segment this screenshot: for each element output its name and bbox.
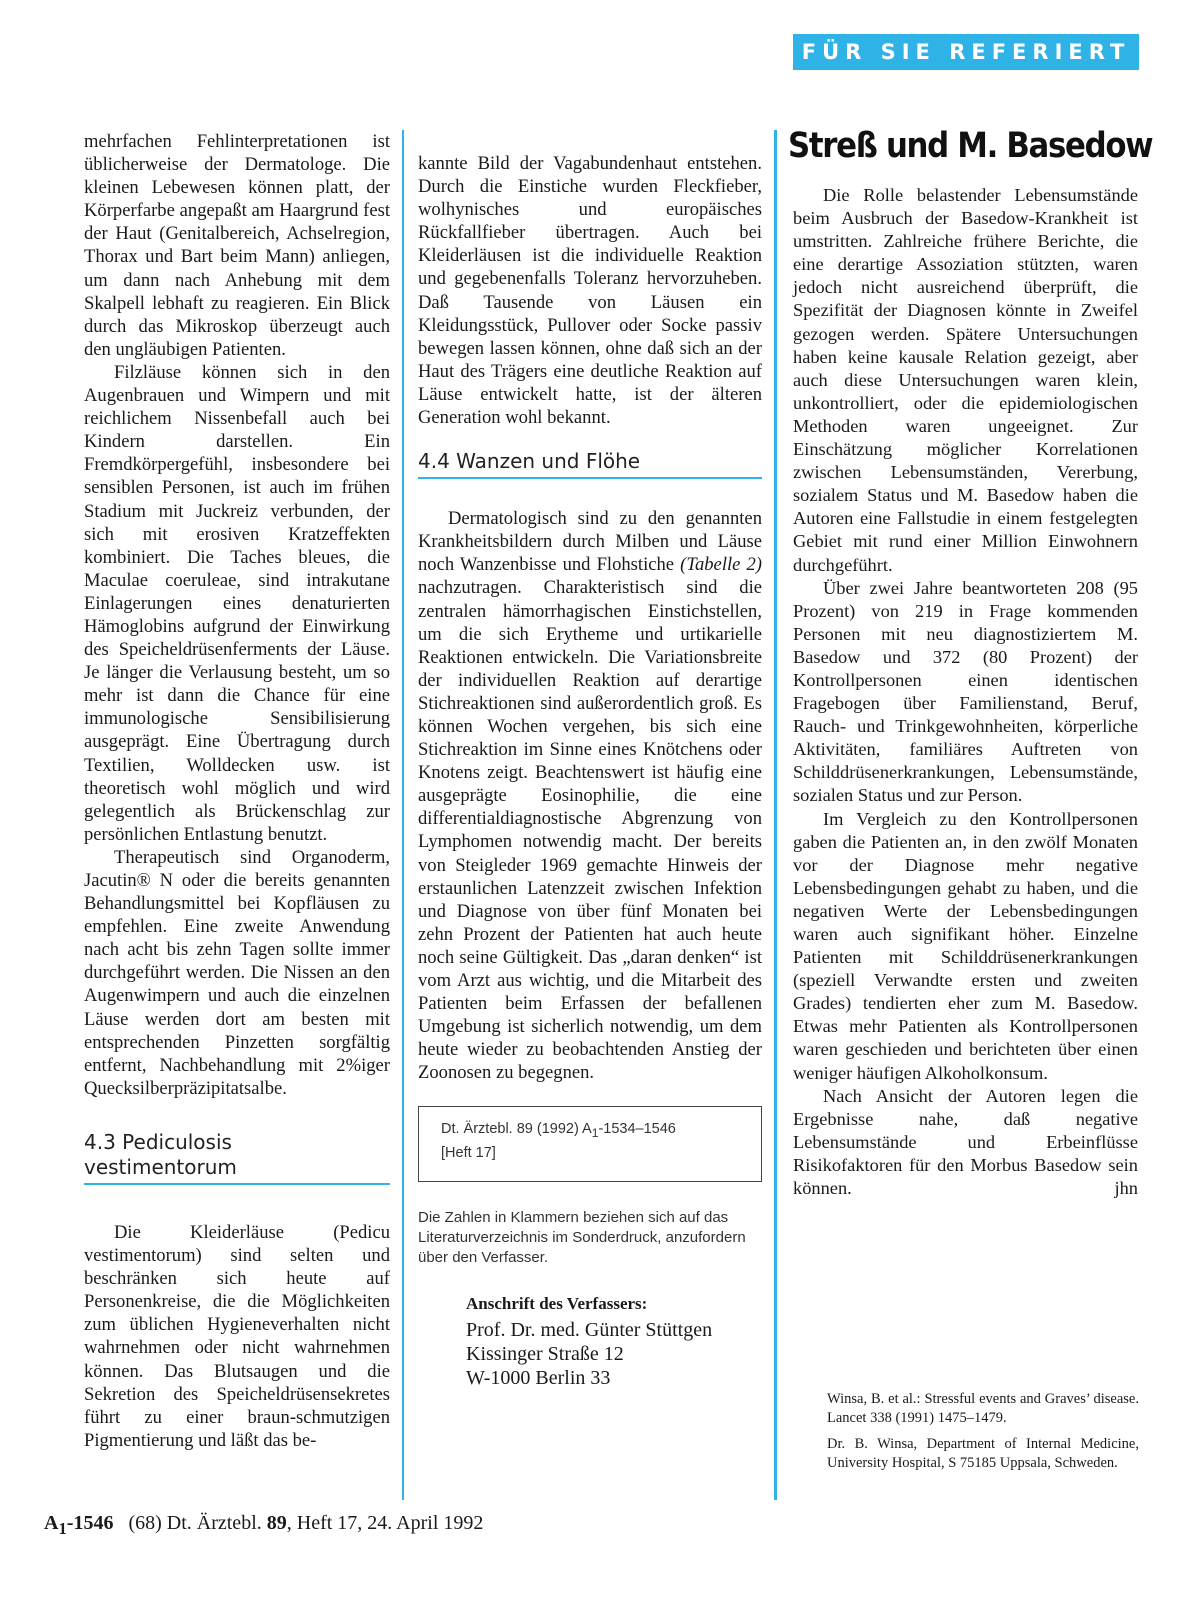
paragraph: kannte Bild der Vagabundenhaut entstehen. Durch die Einstiche wurden Fleckfieber, wolhynisches und europäisches Rückfallfieber übertragen. Auch bei Kleiderläusen ist die individuelle Reaktion und gegebenenfalls Toleranz hervorzuheben. Daß Tausende von Läusen ein Kleidungsstück, Pullover oder Socke passiv bewegen lassen können, ohne daß sich an der Haut des Trägers eine deutliche Reaktion auf Läuse entwickelt hatte, ist der älteren Generation wohl bekannt.	[418, 153, 762, 429]
article-title: Streß und M. Basedow	[788, 126, 1153, 166]
author-address	[466, 1318, 762, 1390]
page-digits: -1546	[66, 1512, 114, 1534]
page-prefix: A	[44, 1512, 59, 1534]
paragraph: Die Kleiderläuse (Pedicu vestimentorum) sind selten und beschränken sich heute auf Personenkreise, die die Möglichkeiten zum üblichen Hygieneverhalten nicht wahrnehmen oder nicht wahrnehmen können. Das Blutsaugen und die Sekretion des Speicheldrüsensekretes führt zu einer braun-schmutzigen Pigmentierung und läßt das be-	[84, 1221, 390, 1451]
paragraph: Über zwei Jahre beantworteten 208 (95 Prozent) von 219 in Frage kommenden Personen mit neu diagnostiziertem M. Basedow und 372 (80 Prozent) der Kontrollpersonen einen identischen Fragebogen über Familienstand, Beruf, Rauch- und Trinkgewohnheiten, körperliche Aktivitäten, familiäres Auftreten von Schilddrüsenerkrankungen, Lebensumstände, sozialen Status und zur Person.	[793, 577, 1138, 806]
address-line: Kissinger Straße 12	[466, 1343, 624, 1366]
section-heading-4-4: 4.4 Wanzen und Flöhe	[418, 449, 762, 479]
paragraph: Im Vergleich zu den Kontrollpersonen gaben die Patienten an, in den zwölf Monaten vor der Diagnose mehr negative Lebensbedingungen gehabt zu haben, und die negativen Werte der Lebensbedingungen waren auch signifikant höher. Einzelne Patienten mit Schilddrüsenerkrankungen (speziell Verwandte ersten und zweiten Grades) tendierten eher zum M. Basedow. Etwas mehr Patienten als Kontrollpersonen waren geschieden und berichteten über einen weniger häufigen Alkoholkonsum.	[793, 808, 1138, 1083]
address-line: W-1000 Berlin 33	[466, 1367, 611, 1390]
citation-subscript: 1	[591, 1126, 599, 1141]
text-run: nachzutragen. Charakteristisch sind die zentralen hämorrhagischen Einstichstellen, um die sich Erytheme und urtikarielle Reaktionen entwickeln. Die Variationsbreite der individuellen Reaktion auf derartige Stichreaktionen sind außerordentlich groß. Es können Wochen vergehen, bis sich eine Stichreaktion im Sinne eines Knötchens oder Knotens zeigt. Beachtenswert ist häufig eine ausgeprägte Eosinophilie, die eine differentialdiagnostische Abgrenzung von Lymphomen notwendig macht. Der bereits von Steigleder 1969 gemachte Hinweis der erstaunlichen Latenzzeit zwischen Infektion und Diagnose von über fünf Monaten bei zehn Prozent der Patienten hat auch heute noch seine Gültigkeit. Das „daran denken“ ist vom Arzt aus wichtig, und die Mitarbeit des Patienten beim Erfassen der befallenen Umgebung ist sicherlich notwendig, um dem heute wieder zu beobachtenden Anstieg der Zoonosen zu begegnen.	[418, 577, 762, 1084]
references	[827, 1390, 1139, 1480]
citation-text: Dt. Ärztebl. 89 (1992) A	[441, 1121, 592, 1138]
address-heading: Anschrift des Verfassers:	[466, 1294, 648, 1314]
page-subscript: 1	[58, 1519, 67, 1538]
table-reference: (Tabelle 2)	[680, 554, 762, 576]
reference-item: Dr. B. Winsa, Department of Internal Medicine, University Hospital, S 75185 Uppsala, Schweden.	[827, 1436, 1139, 1471]
reference-note: Die Zahlen in Klammern beziehen sich auf das Literaturverzeichnis im Sonderdruck, anzufordern über den Verfasser.	[418, 1209, 746, 1267]
paragraph: Therapeutisch sind Organoderm, Jacutin® N oder die bereits genannten Behandlungsmittel bei Kopfläusen zu empfehlen. Eine zweite Anwendung nach acht bis zehn Tagen sollte immer durchgeführt werden. Die Nissen an den Augenwimpern und auch die einzelnen Läuse werden dort am besten mit entsprechenden Pinzetten sorgfältig entfernt, Nachbehandlung mit 2%iger Quecksilberpräzipitatsalbe.	[84, 846, 390, 1099]
page-number	[44, 1512, 114, 1538]
citation-issue: [Heft 17]	[441, 1145, 496, 1162]
column-1	[84, 130, 390, 1452]
citation-line	[441, 1119, 745, 1143]
citation-pages: -1534–1546	[598, 1121, 676, 1138]
reference-item: Winsa, B. et al.: Stressful events and Graves’ disease. Lancet 338 (1991) 1475–1479.	[827, 1391, 1139, 1426]
paragraph: Filzläuse können sich in den Augenbrauen und Wimpern und mit reichlichem Nissenbefall auch bei Kindern darstellen. Ein Fremdkörpergefühl, insbesondere bei sensiblen Personen, ist auch im frühen Stadium mit Juckreiz verbunden, der sich mit erosiven Kratzeffekten kombiniert. Die Taches bleues, die Maculae coeruleae, sind intrakutane Einlagerungen eines denaturierten Hämoglobins aufgrund der Einwirkung des Speicheldrüsenferments der Läuse. Je länger die Verlausung besteht, um so mehr ist dann die Chance für eine immunologische Sensibilisierung ausgeprägt. Eine Übertragung durch Textilien, Wolldecken usw. ist theoretisch wohl möglich und wird gelegentlich als Brückenschlag zur persönlichen Entlastung benutzt.	[84, 361, 390, 845]
paragraph	[418, 507, 762, 1084]
journal-issue: , Heft 17, 24. April 1992	[286, 1512, 484, 1534]
author-signature: jhn	[1114, 1178, 1138, 1199]
paragraph: mehrfachen Fehlinterpretationen ist üblicherweise der Dermatologe. Die kleinen Lebewesen können platt, der Körperfarbe angepaßt am Haargrund fest der Haut (Genitalbereich, Achselregion, Thorax und Bart beim Mann) anliegen, um dann nach Anhebung mit dem Skalpell lebhaft zu reagieren. Ein Blick durch das Mikroskop überzeugt auch den ungläubigen Patienten.	[84, 131, 390, 360]
journal-info: (68) Dt. Ärztebl.	[128, 1512, 267, 1534]
text-run: Dermatologisch sind zu den genannten Krankheitsbildern durch Milben und Läuse noch Wanzenbisse und Flohstiche	[418, 508, 762, 576]
column-separator-left	[402, 130, 404, 1500]
text-run: Nach Ansicht der Autoren legen die Ergebnisse nahe, daß negative Lebensumstände und Erbeinflüsse Risikofaktoren für den Morbus Basedow sein können.	[793, 1085, 1138, 1199]
paragraph: Die Rolle belastender Lebensumstände beim Ausbruch der Basedow-Krankheit ist umstritten. Zahlreiche frühere Berichte, die eine derartige Assoziation stützten, waren jedoch nicht ausreichend überprüft, die Spezifität der Diagnosen könnte in Zweifel gezogen werden. Spätere Untersuchungen haben keine kausale Relation gezeigt, aber auch diese Untersuchungen waren klein, unkontrolliert, oder die epidemiologischen Methoden waren ungeeignet. Zur Einschätzung möglicher Korrelationen zwischen Lebensumständen, Vererbung, sozialem Status und M. Basedow haben die Autoren eine Fallstudie in einem festgelegten Gebiet mit rund einer Million Einwohnern durchgeführt.	[793, 185, 1138, 575]
section-banner: FÜR SIE REFERIERT	[793, 34, 1139, 70]
citation-box	[418, 1106, 762, 1182]
column-3	[793, 184, 1138, 1200]
column-separator-right	[774, 130, 777, 1500]
paragraph	[793, 1085, 1138, 1200]
column-2	[418, 152, 762, 1390]
page-footer	[44, 1512, 483, 1539]
section-heading-4-3: 4.3 Pediculosis vestimentorum	[84, 1130, 390, 1185]
address-line: Prof. Dr. med. Günter Stüttgen	[466, 1319, 713, 1342]
journal-volume: 89	[266, 1512, 287, 1534]
